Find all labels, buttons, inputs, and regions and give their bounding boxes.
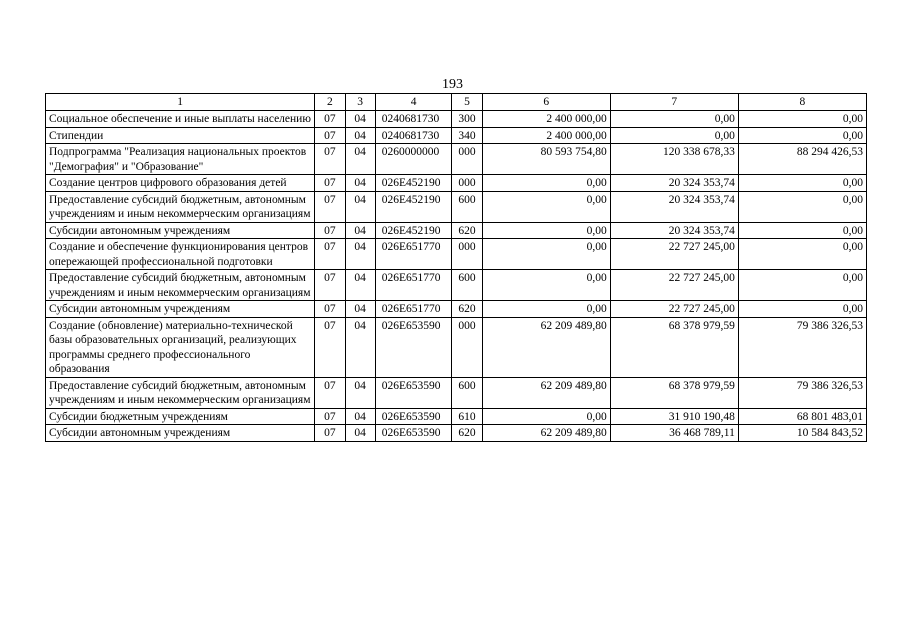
amount-col-6: 0,00 bbox=[482, 239, 610, 270]
expense-type-code: 600 bbox=[452, 270, 482, 301]
row-name: Социальное обеспечение и иные выплаты населению bbox=[46, 111, 315, 128]
expense-type-code: 610 bbox=[452, 408, 482, 425]
amount-col-8: 68 801 483,01 bbox=[738, 408, 866, 425]
amount-col-8: 0,00 bbox=[738, 111, 866, 128]
subsection-code: 04 bbox=[345, 144, 375, 175]
table-row bbox=[46, 144, 867, 175]
amount-col-7: 0,00 bbox=[610, 111, 738, 128]
row-name: Субсидии автономным учреждениям bbox=[46, 222, 315, 239]
section-code: 07 bbox=[315, 270, 345, 301]
amount-col-8: 0,00 bbox=[738, 301, 866, 318]
amount-col-7: 120 338 678,33 bbox=[610, 144, 738, 175]
row-name: Субсидии автономным учреждениям bbox=[46, 425, 315, 442]
target-article-code: 026E452190 bbox=[375, 175, 452, 192]
column-header-4: 4 bbox=[375, 94, 452, 111]
table-row bbox=[46, 239, 867, 270]
row-name: Подпрограмма "Реализация национальных проектов "Демография" и "Образование" bbox=[46, 144, 315, 175]
subsection-code: 04 bbox=[345, 425, 375, 442]
target-article-code: 026E452190 bbox=[375, 222, 452, 239]
section-code: 07 bbox=[315, 425, 345, 442]
amount-col-7: 68 378 979,59 bbox=[610, 377, 738, 408]
target-article-code: 026E653590 bbox=[375, 317, 452, 377]
column-header-7: 7 bbox=[610, 94, 738, 111]
amount-col-8: 10 584 843,52 bbox=[738, 425, 866, 442]
row-name: Предоставление субсидий бюджетным, автономным учреждениям и иным некоммерческим организациям bbox=[46, 191, 315, 222]
section-code: 07 bbox=[315, 408, 345, 425]
table-row bbox=[46, 127, 867, 144]
amount-col-8: 0,00 bbox=[738, 239, 866, 270]
amount-col-6: 0,00 bbox=[482, 191, 610, 222]
subsection-code: 04 bbox=[345, 270, 375, 301]
amount-col-6: 2 400 000,00 bbox=[482, 127, 610, 144]
amount-col-7: 20 324 353,74 bbox=[610, 222, 738, 239]
section-code: 07 bbox=[315, 144, 345, 175]
subsection-code: 04 bbox=[345, 191, 375, 222]
target-article-code: 0240681730 bbox=[375, 111, 452, 128]
subsection-code: 04 bbox=[345, 127, 375, 144]
row-name: Субсидии бюджетным учреждениям bbox=[46, 408, 315, 425]
amount-col-8: 0,00 bbox=[738, 127, 866, 144]
table-row bbox=[46, 408, 867, 425]
table-row bbox=[46, 111, 867, 128]
section-code: 07 bbox=[315, 222, 345, 239]
section-code: 07 bbox=[315, 317, 345, 377]
expense-type-code: 300 bbox=[452, 111, 482, 128]
subsection-code: 04 bbox=[345, 175, 375, 192]
table-row bbox=[46, 270, 867, 301]
target-article-code: 026E651770 bbox=[375, 301, 452, 318]
row-name: Субсидии автономным учреждениям bbox=[46, 301, 315, 318]
expense-type-code: 600 bbox=[452, 377, 482, 408]
amount-col-8: 0,00 bbox=[738, 175, 866, 192]
expense-type-code: 620 bbox=[452, 301, 482, 318]
amount-col-6: 0,00 bbox=[482, 270, 610, 301]
amount-col-6: 0,00 bbox=[482, 301, 610, 318]
section-code: 07 bbox=[315, 239, 345, 270]
amount-col-7: 22 727 245,00 bbox=[610, 301, 738, 318]
row-name: Создание и обеспечение функционирования центров опережающей профессиональной подготовки bbox=[46, 239, 315, 270]
table-row bbox=[46, 301, 867, 318]
amount-col-8: 79 386 326,53 bbox=[738, 377, 866, 408]
section-code: 07 bbox=[315, 175, 345, 192]
amount-col-6: 62 209 489,80 bbox=[482, 317, 610, 377]
row-name: Создание (обновление) материально-технической базы образовательных организаций, реализующих программы среднего профессионального образования bbox=[46, 317, 315, 377]
amount-col-8: 0,00 bbox=[738, 270, 866, 301]
column-header-5: 5 bbox=[452, 94, 482, 111]
amount-col-7: 20 324 353,74 bbox=[610, 191, 738, 222]
amount-col-7: 22 727 245,00 bbox=[610, 270, 738, 301]
column-header-3: 3 bbox=[345, 94, 375, 111]
target-article-code: 026E452190 bbox=[375, 191, 452, 222]
amount-col-6: 80 593 754,80 bbox=[482, 144, 610, 175]
table-row bbox=[46, 377, 867, 408]
amount-col-6: 62 209 489,80 bbox=[482, 377, 610, 408]
amount-col-8: 88 294 426,53 bbox=[738, 144, 866, 175]
target-article-code: 0260000000 bbox=[375, 144, 452, 175]
amount-col-6: 0,00 bbox=[482, 175, 610, 192]
amount-col-6: 2 400 000,00 bbox=[482, 111, 610, 128]
subsection-code: 04 bbox=[345, 317, 375, 377]
budget-table bbox=[45, 93, 867, 442]
column-header-6: 6 bbox=[482, 94, 610, 111]
expense-type-code: 000 bbox=[452, 317, 482, 377]
target-article-code: 0240681730 bbox=[375, 127, 452, 144]
subsection-code: 04 bbox=[345, 239, 375, 270]
expense-type-code: 000 bbox=[452, 175, 482, 192]
amount-col-6: 0,00 bbox=[482, 222, 610, 239]
section-code: 07 bbox=[315, 111, 345, 128]
section-code: 07 bbox=[315, 191, 345, 222]
expense-type-code: 620 bbox=[452, 425, 482, 442]
table-row bbox=[46, 191, 867, 222]
amount-col-7: 20 324 353,74 bbox=[610, 175, 738, 192]
target-article-code: 026E653590 bbox=[375, 425, 452, 442]
amount-col-8: 0,00 bbox=[738, 191, 866, 222]
row-name: Предоставление субсидий бюджетным, автономным учреждениям и иным некоммерческим организациям bbox=[46, 377, 315, 408]
subsection-code: 04 bbox=[345, 408, 375, 425]
amount-col-7: 31 910 190,48 bbox=[610, 408, 738, 425]
column-header-2: 2 bbox=[315, 94, 345, 111]
expense-type-code: 600 bbox=[452, 191, 482, 222]
expense-type-code: 000 bbox=[452, 239, 482, 270]
amount-col-8: 79 386 326,53 bbox=[738, 317, 866, 377]
amount-col-7: 0,00 bbox=[610, 127, 738, 144]
table-row bbox=[46, 317, 867, 377]
column-header-8: 8 bbox=[738, 94, 866, 111]
table-row bbox=[46, 175, 867, 192]
page-number: 193 bbox=[442, 77, 463, 92]
table-row bbox=[46, 425, 867, 442]
amount-col-7: 68 378 979,59 bbox=[610, 317, 738, 377]
table-row bbox=[46, 222, 867, 239]
amount-col-8: 0,00 bbox=[738, 222, 866, 239]
expense-type-code: 000 bbox=[452, 144, 482, 175]
amount-col-7: 22 727 245,00 bbox=[610, 239, 738, 270]
target-article-code: 026E653590 bbox=[375, 377, 452, 408]
row-name: Предоставление субсидий бюджетным, автономным учреждениям и иным некоммерческим организациям bbox=[46, 270, 315, 301]
amount-col-6: 0,00 bbox=[482, 408, 610, 425]
amount-col-6: 62 209 489,80 bbox=[482, 425, 610, 442]
target-article-code: 026E653590 bbox=[375, 408, 452, 425]
target-article-code: 026E651770 bbox=[375, 270, 452, 301]
section-code: 07 bbox=[315, 377, 345, 408]
expense-type-code: 620 bbox=[452, 222, 482, 239]
section-code: 07 bbox=[315, 127, 345, 144]
target-article-code: 026E651770 bbox=[375, 239, 452, 270]
subsection-code: 04 bbox=[345, 301, 375, 318]
section-code: 07 bbox=[315, 301, 345, 318]
subsection-code: 04 bbox=[345, 111, 375, 128]
column-header-1: 1 bbox=[46, 94, 315, 111]
header-row bbox=[46, 94, 867, 111]
amount-col-7: 36 468 789,11 bbox=[610, 425, 738, 442]
expense-type-code: 340 bbox=[452, 127, 482, 144]
row-name: Стипендии bbox=[46, 127, 315, 144]
subsection-code: 04 bbox=[345, 377, 375, 408]
row-name: Создание центров цифрового образования детей bbox=[46, 175, 315, 192]
subsection-code: 04 bbox=[345, 222, 375, 239]
